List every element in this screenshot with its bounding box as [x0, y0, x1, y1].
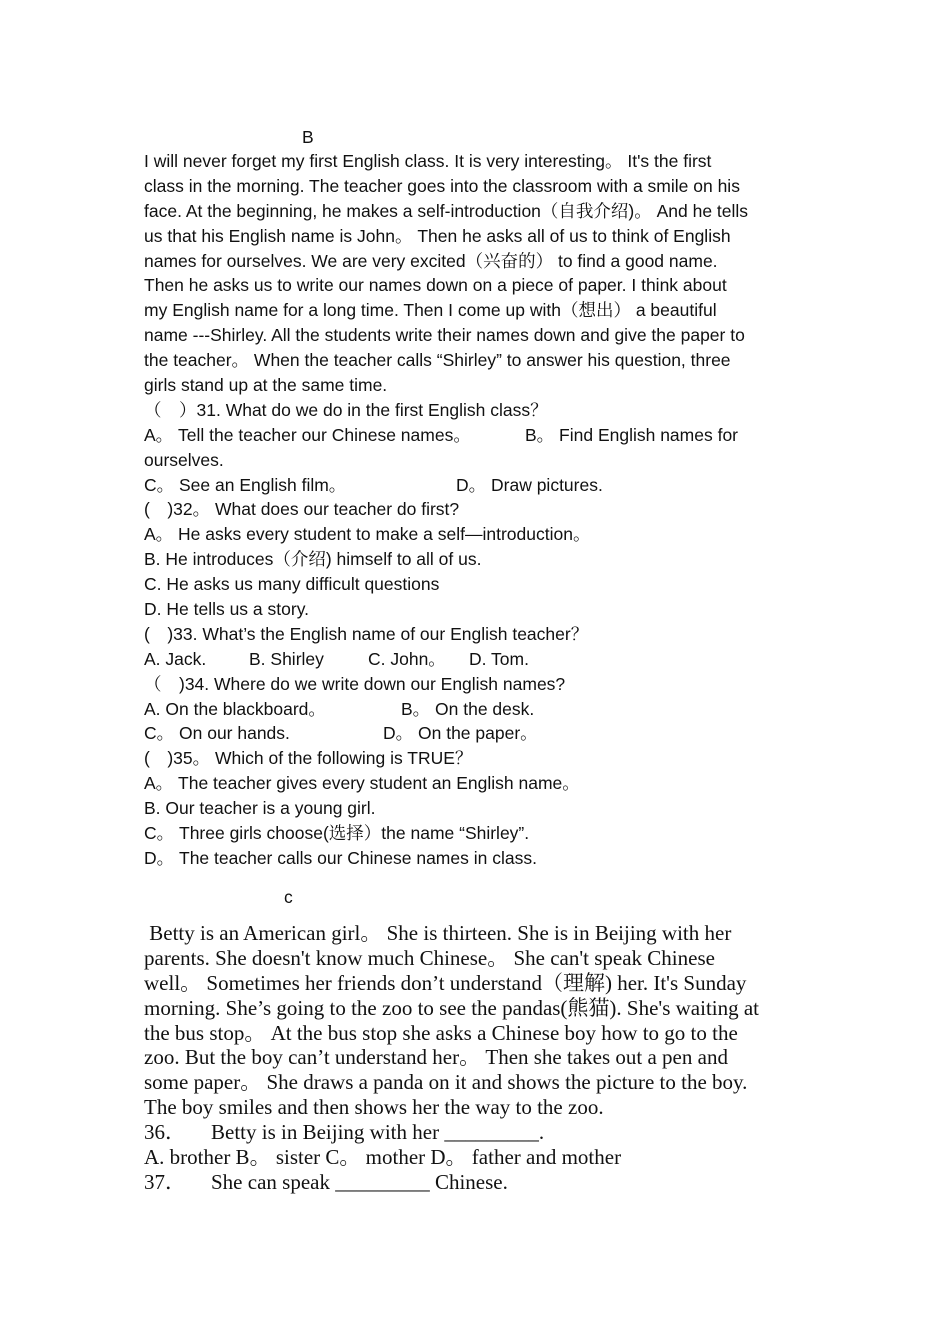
- question-number: 36．: [144, 1120, 186, 1145]
- option-b: B. He introduces（介绍) himself to all of us.: [144, 549, 482, 570]
- passage-line: some paper。 She draws a panda on it and shows the picture to the boy.: [144, 1070, 748, 1095]
- option-a: A。 The teacher gives every student an English name。: [144, 773, 580, 794]
- option-a: A。 He asks every student to make a self—introduction。: [144, 524, 591, 545]
- passage-line: class in the morning. The teacher goes into the classroom with a smile on his: [144, 175, 740, 196]
- section-c-passage: [144, 921, 824, 1195]
- passage-line: well。 Sometimes her friends don’t understand（理解) her. It's Sunday: [144, 970, 747, 995]
- question-text: Betty is in Beijing with her _________.: [211, 1120, 545, 1145]
- passage-line: name ---Shirley. All the students write their names down and give the paper to: [144, 325, 745, 346]
- question-number: 37．: [144, 1169, 186, 1194]
- section-c-heading: c: [284, 887, 293, 907]
- option-d: D. He tells us a story.: [144, 599, 310, 620]
- passage-line: parents. She doesn't know much Chinese。 She can't speak Chinese: [144, 945, 715, 970]
- question-31: （ ）31. What do we do in the first English class？: [144, 399, 548, 420]
- option-a: A. Jack.: [144, 648, 207, 669]
- passage-line: the teacher。 When the teacher calls “Shirley” to answer his question, three: [144, 350, 731, 371]
- passage-line: zoo. But the boy can’t understand her。 Then she takes out a pen and: [144, 1045, 728, 1070]
- option-c: C。 See an English film。: [144, 474, 347, 495]
- passage-line: the bus stop。 At the bus stop she asks a Chinese boy how to go to the: [144, 1020, 738, 1045]
- passage-line: morning. She’s going to the zoo to see the pandas(熊猫). She's waiting at: [144, 995, 760, 1020]
- passage-line: my English name for a long time. Then I come up with（想出） a beautiful: [144, 300, 717, 321]
- question-34-options-cd: [144, 721, 824, 746]
- passage-line: girls stand up at the same time.: [144, 375, 388, 396]
- passage-line: face. At the beginning, he makes a self-introduction（自我介绍)。 And he tells: [144, 200, 749, 221]
- question-32: ( )32。 What does our teacher do first?: [144, 499, 460, 520]
- question-37: [144, 1170, 824, 1195]
- section-b-passage: [144, 149, 824, 871]
- option-a: A。 Tell the teacher our Chinese names。: [144, 424, 471, 445]
- passage-line: us that his English name is John。 Then he asks all of us to think of English: [144, 225, 731, 246]
- option-c: C。 On our hands.: [144, 723, 290, 744]
- option-a: A. On the blackboard。: [144, 698, 326, 719]
- option-c: C。 Three girls choose(选择）the name “Shirley”.: [144, 823, 530, 844]
- passage-line: Then he asks us to write our names down on a piece of paper. I think about: [144, 275, 727, 296]
- option-d: D。 The teacher calls our Chinese names in class.: [144, 847, 537, 868]
- passage-line: I will never forget my first English class. It is very interesting。 It's the first: [144, 151, 712, 171]
- question-36: [144, 1120, 824, 1145]
- option-b: B。 On the desk.: [401, 698, 535, 719]
- passage-line: names for ourselves. We are very excited（兴奋的） to find a good name.: [144, 250, 718, 271]
- question-35: ( )35。 Which of the following is TRUE？: [144, 748, 473, 769]
- question-31-options-cd: [144, 473, 824, 498]
- question-31-options-ab: [144, 423, 824, 448]
- question-text: She can speak _________ Chinese.: [211, 1169, 508, 1194]
- option-b: B。 Find English names for: [525, 424, 739, 445]
- question-33-options: [144, 647, 824, 672]
- option-d: D。 Draw pictures.: [456, 474, 603, 495]
- question-34-options-ab: [144, 697, 824, 722]
- section-b-heading: B: [302, 127, 314, 147]
- option-d: D。 On the paper。: [383, 723, 538, 744]
- option-b: B. Shirley: [249, 648, 324, 669]
- option-b: B. Our teacher is a young girl.: [144, 798, 376, 819]
- option-c: C. He asks us many difficult questions: [144, 574, 440, 595]
- passage-line: The boy smiles and then shows her the way to the zoo.: [144, 1095, 604, 1120]
- question-34: （ )34. Where do we write down our English names?: [144, 673, 566, 694]
- option-d: D. Tom.: [469, 648, 529, 669]
- question-36-options: A. brother B。 sister C。 mother D。 father and mother: [144, 1145, 622, 1170]
- question-33: ( )33. What’s the English name of our English teacher？: [144, 623, 589, 644]
- option-c: C. John。: [368, 648, 446, 669]
- passage-line: Betty is an American girl。 She is thirteen. She is in Beijing with her: [144, 921, 732, 945]
- option-b-continued: ourselves.: [144, 449, 224, 470]
